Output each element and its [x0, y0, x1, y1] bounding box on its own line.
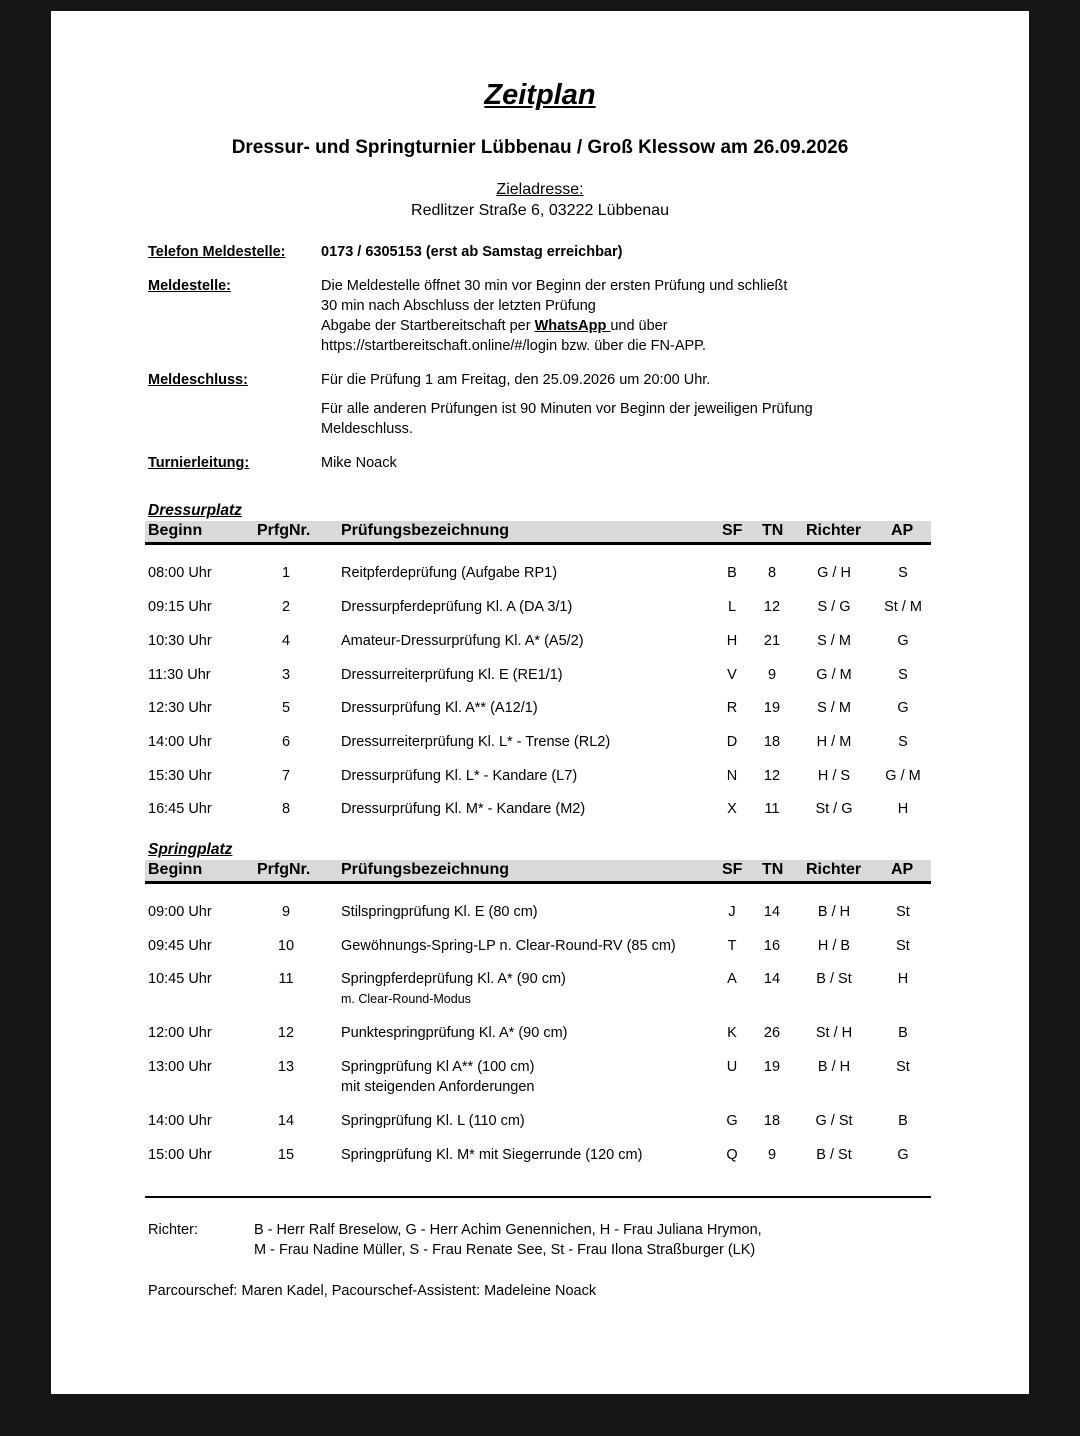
address: Redlitzer Straße 6, 03222 Lübbenau	[411, 202, 669, 219]
col-ap: AP	[891, 522, 914, 539]
dressur-section-title: Dressurplatz	[148, 502, 242, 519]
col-name: Prüfungsbezeichnung	[341, 861, 509, 878]
table-row: 15:30 Uhr 7 Dressurprüfung Kl. L* - Kandare (L7) N 12 H / S G / M	[148, 768, 921, 784]
col-beginn: Beginn	[148, 522, 203, 539]
table-row: 14:00 Uhr 14 Springprüfung Kl. L (110 cm) G 18 G / St B	[148, 1113, 908, 1129]
table-row: 08:00 Uhr 1 Reitpferdeprüfung (Aufgabe RP1) B 8 G / H S	[148, 565, 908, 581]
col-beginn: Beginn	[148, 861, 203, 878]
row-note: m. Clear-Round-Modus	[341, 992, 471, 1006]
judges-list: B - Herr Ralf Breselow, G - Herr Achim Genennichen, H - Frau Juliana Hrymon, M - Frau Nadine Müller, S - Frau Renate See, St - Frau Ilona Straßburger (LK)	[254, 1222, 762, 1258]
judges-label: Richter:	[148, 1222, 198, 1238]
table-row: 14:00 Uhr 6 Dressurreiterprüfung Kl. L* - Trense (RL2) D 18 H / M S	[148, 734, 908, 750]
document-page	[51, 11, 1029, 1394]
table-row: 15:00 Uhr 15 Springprüfung Kl. M* mit Siegerrunde (120 cm) Q 9 B / St G	[148, 1147, 909, 1163]
col-ap: AP	[891, 861, 914, 878]
col-name: Prüfungsbezeichnung	[341, 522, 509, 539]
spring-section-title: Springplatz	[148, 841, 233, 858]
leader-label: Turnierleitung:	[148, 455, 250, 471]
table-row: 16:45 Uhr 8 Dressurprüfung Kl. M* - Kandare (M2) X 11 St / G H	[148, 801, 909, 817]
table-row: 13:00 Uhr 13 Springprüfung Kl A** (100 cm) mit steigenden Anforderungen U 19 B / H St	[148, 1059, 910, 1095]
col-tn: TN	[762, 522, 784, 539]
col-nr: PrfgNr.	[257, 861, 311, 878]
table-row: 10:45 Uhr 11 Springpferdeprüfung Kl. A* (90 cm) m. Clear-Round-Modus A 14 B / St H	[148, 971, 909, 1006]
col-tn: TN	[762, 861, 784, 878]
phone-value: 0173 / 6305153 (erst ab Samstag erreichbar)	[321, 244, 623, 260]
deadline-line1: Für die Prüfung 1 am Freitag, den 25.09.2026 um 20:00 Uhr.	[321, 372, 711, 388]
table-row: 12:30 Uhr 5 Dressurprüfung Kl. A** (A12/1) R 19 S / M G	[148, 700, 909, 716]
col-sf: SF	[722, 522, 743, 539]
table-row: 09:15 Uhr 2 Dressurpferdeprüfung Kl. A (DA 3/1) L 12 S / G St / M	[148, 599, 922, 615]
course-designer: Parcourschef: Maren Kadel, Pacourschef-Assistent: Madeleine Noack	[148, 1283, 597, 1299]
col-sf: SF	[722, 861, 743, 878]
row-second-line: mit steigenden Anforderungen	[341, 1079, 535, 1095]
footer-divider	[145, 1196, 931, 1198]
table-row: 11:30 Uhr 3 Dressurreiterprüfung Kl. E (RE1/1) V 9 G / M S	[148, 667, 908, 683]
col-richter: Richter	[806, 522, 862, 539]
table-row: 09:00 Uhr 9 Stilspringprüfung Kl. E (80 cm) J 14 B / H St	[148, 904, 910, 920]
office-text: Die Meldestelle öffnet 30 min vor Beginn der ersten Prüfung und schließt 30 min nach Abschluss der letzten Prüfung Abgabe der Startbereitschaft per WhatsApp und über https://startbereitschaft.online/#/login bzw. über die FN-APP.	[321, 278, 788, 354]
page-title: Zeitplan	[484, 79, 596, 111]
address-label: Zieladresse:	[496, 181, 584, 198]
table-row: 09:45 Uhr 10 Gewöhnungs-Spring-LP n. Clear-Round-RV (85 cm) T 16 H / B St	[148, 938, 910, 954]
office-label: Meldestelle:	[148, 278, 231, 294]
whatsapp-link[interactable]: WhatsApp	[534, 318, 611, 334]
deadline-label: Meldeschluss:	[148, 372, 248, 388]
deadline-text: Für alle anderen Prüfungen ist 90 Minuten vor Beginn der jeweiligen Prüfung Meldeschluss.	[321, 401, 813, 437]
table-row: 12:00 Uhr 12 Punktespringprüfung Kl. A* (90 cm) K 26 St / H B	[148, 1025, 908, 1041]
event-subtitle: Dressur- und Springturnier Lübbenau / Groß Klessow am 26.09.2026	[231, 137, 849, 158]
col-richter: Richter	[806, 861, 862, 878]
leader-value: Mike Noack	[321, 455, 397, 471]
spring-table-header	[145, 860, 931, 884]
col-nr: PrfgNr.	[257, 522, 311, 539]
phone-label: Telefon Meldestelle:	[148, 244, 286, 260]
table-row: 10:30 Uhr 4 Amateur-Dressurprüfung Kl. A* (A5/2) H 21 S / M G	[148, 633, 909, 649]
dressur-table-header	[145, 521, 931, 545]
